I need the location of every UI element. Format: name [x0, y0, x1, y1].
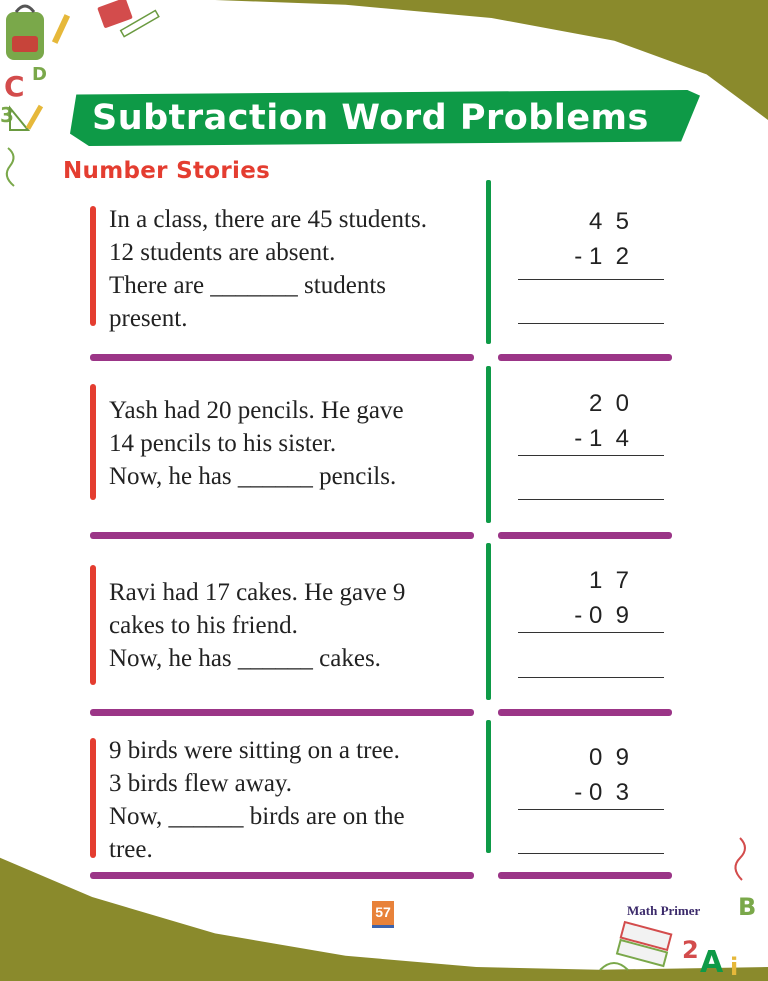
- problem-text: [109, 576, 479, 675]
- letter-b-icon: B: [738, 893, 757, 921]
- problem-line: Yash had 20 pencils. He gave: [109, 397, 404, 424]
- row-divider: [498, 354, 672, 361]
- sum-line: [518, 809, 664, 810]
- problem-2: [90, 366, 675, 542]
- problem-line: 14 pencils to his sister.: [109, 430, 337, 457]
- book-icon: [617, 922, 671, 966]
- squiggle-icon: [7, 148, 14, 186]
- row-divider: [90, 532, 474, 539]
- problem-text: [109, 734, 479, 866]
- page-number: 57: [372, 901, 394, 928]
- problem-accent-bar: [90, 738, 96, 858]
- problem-line: There are _______ students: [109, 272, 387, 299]
- row-divider: [90, 354, 474, 361]
- problem-accent-bar: [90, 565, 96, 685]
- minuend: 2 0: [588, 390, 629, 417]
- row-divider: [498, 532, 672, 539]
- subtrahend: - 1 2: [574, 243, 629, 270]
- letter-c-icon: C: [4, 70, 25, 103]
- minuend: 1 7: [588, 567, 629, 594]
- letter-a-icon: A: [700, 945, 724, 980]
- column-divider: [486, 720, 491, 853]
- number-2-icon: 2: [682, 936, 699, 964]
- pencil-icon: [26, 105, 43, 130]
- answer-line: [518, 499, 664, 500]
- answer-line: [518, 853, 664, 854]
- number-3-icon: 3: [0, 103, 14, 127]
- problem-line: Now, he has ______ cakes.: [109, 645, 381, 672]
- book-icon: [97, 0, 133, 28]
- column-divider: [486, 543, 491, 700]
- answer-line: [518, 677, 664, 678]
- problem-4: [90, 720, 675, 885]
- subtrahend: - 1 4: [574, 425, 629, 452]
- problem-line: 9 birds were sitting on a tree.: [109, 737, 400, 764]
- sum-line: [518, 279, 664, 280]
- backpack-icon: [6, 6, 44, 60]
- sum-line: [518, 632, 664, 633]
- column-divider: [486, 180, 491, 344]
- problem-accent-bar: [90, 384, 96, 500]
- problem-text: [109, 203, 479, 335]
- problem-line: 3 birds flew away.: [109, 770, 293, 797]
- minuend: 4 5: [588, 208, 629, 235]
- sum-line: [518, 455, 664, 456]
- page-title: Subtraction Word Problems: [92, 98, 649, 138]
- row-divider: [90, 872, 474, 879]
- row-divider: [90, 709, 474, 716]
- squiggle-icon: [735, 838, 745, 880]
- subtrahend: - 0 9: [574, 602, 629, 629]
- problem-line: cakes to his friend.: [109, 612, 298, 639]
- problem-line: present.: [109, 305, 188, 332]
- subtrahend: - 0 3: [574, 779, 629, 806]
- pencil-icon: [52, 14, 70, 44]
- problem-line: 12 students are absent.: [109, 239, 336, 266]
- column-divider: [486, 366, 491, 523]
- problem-1: [90, 180, 675, 365]
- problem-line: tree.: [109, 836, 153, 863]
- letter-i-icon: i: [730, 953, 739, 981]
- row-divider: [498, 872, 672, 879]
- letter-d-icon: D: [32, 64, 47, 85]
- problem-line: Now, he has ______ pencils.: [109, 463, 397, 490]
- problem-line: In a class, there are 45 students.: [109, 206, 427, 233]
- leaf-icon: [600, 963, 628, 970]
- problem-text: [109, 394, 479, 493]
- section-subtitle: Number Stories: [63, 158, 271, 184]
- problem-line: Ravi had 17 cakes. He gave 9: [109, 579, 406, 606]
- footer-brand: Math Primer: [627, 903, 701, 918]
- answer-line: [518, 323, 664, 324]
- problem-accent-bar: [90, 206, 96, 326]
- problem-line: Now, ______ birds are on the: [109, 803, 405, 830]
- minuend: 0 9: [588, 744, 629, 771]
- row-divider: [498, 709, 672, 716]
- problem-3: [90, 543, 675, 719]
